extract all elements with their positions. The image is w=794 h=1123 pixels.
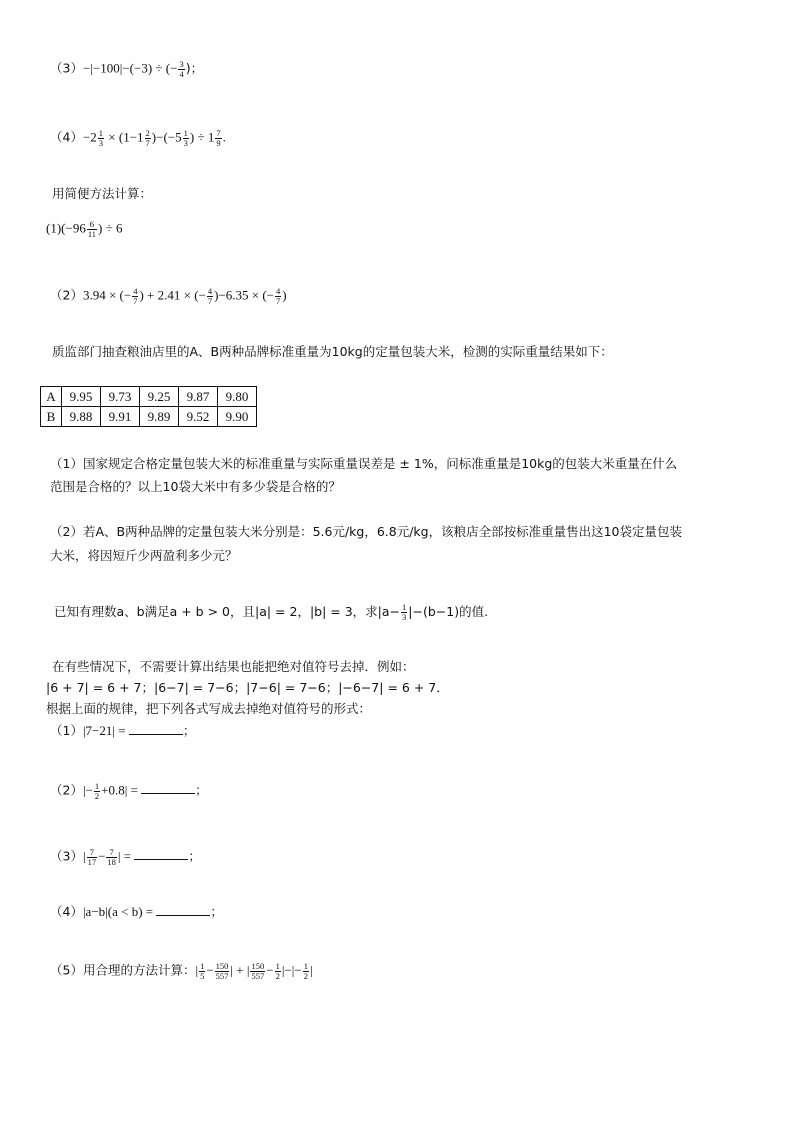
problem-3-expr-b: )； [185,60,204,76]
table-row [41,407,257,427]
rational-part-b: |−(b−1)的值. [408,604,489,619]
problem-3 [50,60,203,79]
fraction [183,129,189,148]
absolute-q3-end: ； [188,848,201,864]
simple-2-part-d: ) [282,287,287,303]
fraction [178,60,184,79]
absolute-q4-label: （4） [50,904,83,919]
fraction [87,848,98,867]
rice-q2-line2: 大米，将因短斤少两盈利多少元？ [50,548,238,563]
fraction-numerator: 7 [87,848,98,858]
fraction-numerator: 1 [303,961,308,971]
fraction-numerator: 7 [106,848,117,858]
fraction-numerator: 1 [94,781,100,791]
fraction [132,287,138,306]
absolute-q2-part-b: +0.8| = [101,782,142,798]
simple-calc-intro: 用简便方法计算： [52,186,153,201]
fraction-denominator: 3 [183,138,188,148]
absolute-q2 [50,782,208,801]
fraction-numerator: 4 [207,286,213,296]
absolute-rule: 根据上面的规律，把下列各式写成去掉绝对值符号的形式： [46,701,372,716]
absolute-q5-part-c: | + | [230,962,250,978]
table-cell: 9.88 [62,407,101,427]
fraction-denominator: 5 [200,971,205,981]
simple-2-part-c: )−6.35 × (− [214,287,275,303]
absolute-q3-part-b: − [98,848,106,864]
absolute-q3-label: （3） [50,848,83,864]
fraction [94,782,100,801]
fraction [106,848,117,867]
rice-weight-table [40,386,257,427]
fraction-numerator: 150 [215,961,229,971]
fraction-denominator: 2 [94,791,100,801]
simple-calc-2 [50,287,287,306]
fraction-denominator: 4 [179,69,184,79]
fraction [215,129,221,148]
rational-part-a: 已知有理数a、b满足a + b > 0，且|a| = 2，|b| = 3，求|a− [54,604,401,619]
fraction [275,287,281,306]
answer-blank[interactable] [141,782,195,794]
fraction-denominator: 9 [216,138,221,148]
absolute-q3-part-a: | [82,848,86,864]
fraction [275,962,281,981]
fraction [199,962,205,981]
fraction-numerator: 150 [251,961,265,971]
absolute-q1 [50,723,195,739]
table-cell: 9.87 [179,387,218,407]
table-cell: 9.90 [218,407,257,427]
fraction-denominator: 3 [98,138,104,148]
fraction-denominator: 557 [251,971,265,981]
simple-2-part-b: ) + 2.41 × (− [139,287,206,303]
fraction-numerator: 4 [133,286,138,296]
simple-1-part-a: (1)(−96 [46,220,86,236]
fraction-denominator: 7 [145,138,150,148]
table-cell: 9.91 [101,407,140,427]
fraction-denominator: 18 [107,857,116,867]
table-row [41,387,257,407]
simple-2-part-a: 3.94 × (− [82,287,132,303]
absolute-intro: 在有些情况下，不需要计算出结果也能把绝对值符号去掉．例如： [52,659,415,674]
simple-1-part-b: ) ÷ 6 [98,220,123,236]
fraction-numerator: 1 [402,602,407,612]
absolute-q1-end: ； [182,723,196,738]
rice-intro: 质监部门抽查粮油店里的A、B两种品牌标准重量为10kg的定量包装大米，检测的实际重量结果如下： [52,344,613,359]
absolute-q5-text: 用合理的方法计算： [82,962,196,978]
fraction [145,129,151,148]
absolute-q5-part-a: | [195,962,199,978]
fraction-denominator: 11 [87,229,97,239]
table-cell: 9.73 [101,387,140,407]
fraction-numerator: 2 [145,128,150,138]
fraction-numerator: 1 [98,128,104,138]
fraction-denominator: 2 [303,971,308,981]
fraction [207,287,213,306]
fraction-numerator: 7 [216,128,221,138]
problem-4-label: （4） [50,129,83,145]
rice-q2-line1: （2）若A、B两种品牌的定量包装大米分别是：5.6元/kg，6.8元/kg，该粮店全部按标准重量售出这10袋定量包装 [50,524,683,539]
simple-2-label: （2） [50,287,83,303]
table-cell-brand: A [41,387,62,407]
answer-blank[interactable] [156,904,210,916]
fraction-numerator: 3 [179,59,184,69]
problem-4-part-e: . [222,129,226,145]
fraction [401,603,407,622]
fraction-denominator: 7 [133,296,138,306]
fraction [98,129,104,148]
fraction [303,962,309,981]
table-cell: 9.95 [62,387,101,407]
absolute-q5-part-e: |−|− [281,962,302,978]
absolute-q5-part-d: − [266,962,274,978]
absolute-q5 [50,962,313,981]
absolute-q1-expr: |7−21| = [82,723,129,738]
fraction-numerator: 6 [87,220,97,230]
simple-calc-1 [46,220,122,239]
fraction-numerator: 4 [276,286,281,296]
problem-4 [50,129,226,148]
table-cell: 9.80 [218,387,257,407]
problem-4-part-d: ) ÷ 1 [189,129,215,145]
absolute-q2-end: ； [195,782,208,798]
problem-4-part-a: −2 [82,129,97,145]
problem-4-part-b: × (1−1 [105,129,144,145]
absolute-q1-label: （1） [50,723,83,738]
rice-q1-line1: （1）国家规定合格定量包装大米的标准重量与实际重量误差是 ± 1%，问标准重量是10kg的包装大米重量在什么 [50,456,678,471]
answer-blank[interactable] [134,848,188,860]
table-cell: 9.89 [140,407,179,427]
fraction-numerator: 1 [183,128,188,138]
absolute-q2-part-a: |− [82,782,93,798]
absolute-q3-part-c: | = [117,848,135,864]
absolute-q3 [50,848,201,867]
table-cell: 9.25 [140,387,179,407]
fraction [87,220,97,239]
fraction-numerator: 1 [275,961,280,971]
fraction-denominator: 2 [275,971,280,981]
fraction-denominator: 7 [207,296,213,306]
table-cell: 9.52 [179,407,218,427]
rational-problem [54,603,488,622]
absolute-q5-part-f: | [309,962,313,978]
fraction-numerator: 1 [200,961,205,971]
rice-q1-line2: 范围是合格的？以上10袋大米中有多少袋是合格的？ [50,479,341,494]
fraction-denominator: 7 [276,296,281,306]
fraction [250,962,265,981]
absolute-q4-expr: |a−b|(a < b) = [82,904,157,919]
problem-3-label: （3） [50,60,83,76]
absolute-q2-label: （2） [50,782,83,798]
absolute-example: |6 + 7| = 6 + 7；|6−7| = 7−6；|7−6| = 7−6；|−6−7| = 6 + 7． [46,680,449,695]
problem-3-expr-a: −|−100|−(−3) ÷ (− [82,60,178,76]
absolute-q5-label: （5） [50,962,83,978]
absolute-q5-part-b: − [206,962,214,978]
absolute-q4 [50,904,223,920]
fraction [215,962,230,981]
table-cell-brand: B [41,407,62,427]
fraction-denominator: 3 [402,612,407,622]
fraction-denominator: 17 [87,857,97,867]
answer-blank[interactable] [129,723,183,735]
absolute-q4-end: ； [210,904,223,919]
fraction-denominator: 557 [215,971,229,981]
problem-4-part-c: )−(−5 [151,129,182,145]
